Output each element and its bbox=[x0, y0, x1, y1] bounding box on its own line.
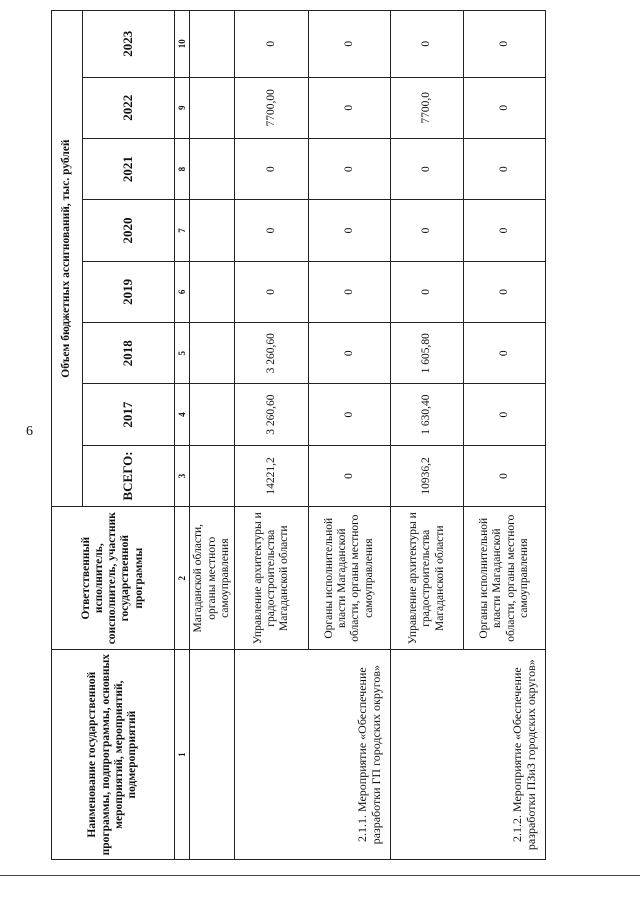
value-cell: 0 bbox=[390, 200, 464, 261]
value-cell: 0 bbox=[309, 384, 391, 445]
value-cell bbox=[189, 261, 235, 322]
header-responsible: Ответственный исполнитель, соисполнитель, участник государственной программы bbox=[52, 507, 175, 650]
column-number: 6 bbox=[174, 261, 189, 322]
responsible-cell: Магаданской области, органы местного самоуправления bbox=[189, 507, 235, 650]
header-year: 2019 bbox=[82, 261, 174, 322]
value-cell bbox=[189, 77, 235, 138]
header-year: 2020 bbox=[82, 200, 174, 261]
value-cell: 0 bbox=[390, 138, 464, 199]
value-cell: 3 260,60 bbox=[235, 323, 309, 384]
column-number: 5 bbox=[174, 323, 189, 384]
responsible-cell: Управление архитектуры и градостроительства Магаданской области bbox=[390, 507, 464, 650]
column-number: 4 bbox=[174, 384, 189, 445]
header-year: 2018 bbox=[82, 323, 174, 384]
column-number: 1 bbox=[174, 650, 189, 860]
value-cell: 0 bbox=[464, 11, 546, 78]
value-cell bbox=[189, 138, 235, 199]
value-cell: 0 bbox=[309, 261, 391, 322]
value-cell: 0 bbox=[309, 200, 391, 261]
column-number: 2 bbox=[174, 507, 189, 650]
value-cell: 0 bbox=[309, 11, 391, 78]
value-cell: 0 bbox=[235, 11, 309, 78]
responsible-cell: Органы исполнительной власти Магаданской области, органы местного самоуправления bbox=[309, 507, 391, 650]
value-cell: 0 bbox=[464, 200, 546, 261]
event-name: 2.1.2. Мероприятие «Обеспечение разработки ПЗиЗ городских округов» bbox=[390, 650, 545, 860]
name-cell bbox=[189, 650, 235, 860]
table-row bbox=[390, 11, 464, 860]
value-cell: 0 bbox=[309, 323, 391, 384]
value-cell bbox=[189, 323, 235, 384]
value-cell: 0 bbox=[390, 261, 464, 322]
value-cell: 7700,00 bbox=[235, 77, 309, 138]
column-number: 9 bbox=[174, 77, 189, 138]
responsible-cell: Управление архитектуры и градостроительства Магаданской области bbox=[235, 507, 309, 650]
value-cell: 0 bbox=[464, 138, 546, 199]
value-cell: 14221,2 bbox=[235, 445, 309, 506]
value-cell bbox=[189, 445, 235, 506]
value-cell: 1 605,80 bbox=[390, 323, 464, 384]
column-number: 3 bbox=[174, 445, 189, 506]
header-year: 2022 bbox=[82, 77, 174, 138]
event-name: 2.1.1. Мероприятие «Обеспечение разработки ГП городских округов» bbox=[235, 650, 390, 860]
value-cell: 0 bbox=[464, 261, 546, 322]
value-cell: 0 bbox=[464, 445, 546, 506]
value-cell: 0 bbox=[309, 77, 391, 138]
header-name: Наименование государственной программы, подпрограммы, основных мероприятий, мероприятий, подмероприятий bbox=[52, 650, 175, 860]
value-cell: 0 bbox=[235, 261, 309, 322]
value-cell: 0 bbox=[309, 138, 391, 199]
header-year: 2017 bbox=[82, 384, 174, 445]
value-cell: 0 bbox=[464, 323, 546, 384]
value-cell: 10936,2 bbox=[390, 445, 464, 506]
value-cell: 0 bbox=[464, 77, 546, 138]
page-number: 6 bbox=[26, 424, 33, 439]
value-cell: 7700,0 bbox=[390, 77, 464, 138]
header-total: ВСЕГО: bbox=[82, 445, 174, 506]
value-cell bbox=[189, 384, 235, 445]
rotated-budget-table bbox=[51, 10, 546, 860]
column-number: 7 bbox=[174, 200, 189, 261]
value-cell bbox=[189, 200, 235, 261]
value-cell: 0 bbox=[309, 445, 391, 506]
responsible-cell: Органы исполнительной власти Магаданской области, органы местного самоуправления bbox=[464, 507, 546, 650]
header-year: 2023 bbox=[82, 11, 174, 78]
value-cell: 0 bbox=[464, 384, 546, 445]
value-cell: 1 630,40 bbox=[390, 384, 464, 445]
header-year: 2021 bbox=[82, 138, 174, 199]
table-row bbox=[235, 11, 309, 860]
value-cell: 3 260,60 bbox=[235, 384, 309, 445]
budget-table bbox=[51, 10, 546, 860]
value-cell: 0 bbox=[235, 138, 309, 199]
page-bottom-rule bbox=[0, 875, 640, 876]
value-cell bbox=[189, 11, 235, 78]
column-number: 10 bbox=[174, 11, 189, 78]
value-cell: 0 bbox=[235, 200, 309, 261]
header-budget: Объем бюджетных ассигнований, тыс. рублей bbox=[52, 11, 83, 507]
value-cell: 0 bbox=[390, 11, 464, 78]
column-number: 8 bbox=[174, 138, 189, 199]
table-row bbox=[189, 11, 235, 860]
